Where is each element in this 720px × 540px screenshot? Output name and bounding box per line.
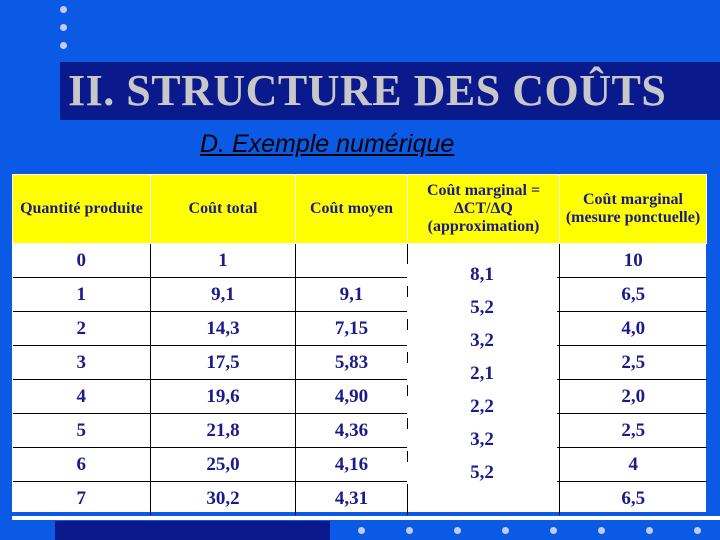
- cell-cout-total: 30,2: [151, 482, 296, 516]
- cell-cout-marginal-ponctuel: 2,5: [560, 346, 707, 380]
- cell-quantite: 7: [76, 487, 86, 509]
- bullet-dot: [598, 527, 605, 534]
- bullet-dot: [550, 527, 557, 534]
- bullet-dot: [694, 527, 701, 534]
- table-row: [13, 244, 707, 278]
- cell-cout-marginal-approx: 5,2: [407, 462, 557, 484]
- bullet-dot: [358, 527, 365, 534]
- header-cout-moyen: Coût moyen: [296, 175, 408, 244]
- cell-quantite: 6: [13, 448, 151, 482]
- subtitle: D. Exemple numérique: [200, 130, 455, 158]
- bullet-dot: [502, 527, 509, 534]
- cell-cout-moyen: 5,83: [296, 346, 408, 380]
- cell-cout-marginal-ponctuel: 10: [560, 244, 707, 278]
- bottom-bar: [55, 521, 330, 540]
- table-row: [13, 346, 707, 380]
- page-title: II. STRUCTURE DES COÛTS: [68, 66, 667, 115]
- cell-cout-marginal-ponctuel: 4,0: [560, 312, 707, 346]
- cell-cout-marginal-approx-blank: [408, 482, 560, 516]
- cell-cout-moyen: 4,36: [296, 414, 408, 448]
- cell-cout-marginal-ponctuel: 6,5: [560, 278, 707, 312]
- cell-cout-total: 1: [151, 244, 296, 278]
- cell-cout-total: 14,3: [151, 312, 296, 346]
- cell-cout-marginal-approx: 2,2: [407, 396, 557, 418]
- cost-table: [12, 174, 706, 512]
- cell-cout-total: 17,5: [151, 346, 296, 380]
- cell-cout-moyen: 7,15: [296, 312, 408, 346]
- bullet-dot: [454, 527, 461, 534]
- cell-cout-moyen: 9,1: [296, 278, 408, 312]
- cell-quantite: 4: [13, 380, 151, 414]
- cell-cout-marginal-approx: 2,1: [407, 363, 557, 385]
- cell-cout-total: 21,8: [151, 414, 296, 448]
- table-row: [13, 312, 707, 346]
- bullet-dot: [406, 527, 413, 534]
- cell-cout-marginal-approx: 3,2: [407, 330, 557, 352]
- table-row: [13, 482, 707, 516]
- cell-cout-moyen: 4,16: [296, 448, 408, 482]
- table-row: [13, 448, 707, 482]
- cell-cout-marginal-approx: 5,2: [407, 297, 557, 319]
- bullet-dot: [646, 527, 653, 534]
- cell-cout-total: 19,6: [151, 380, 296, 414]
- cell-cout-marginal-ponctuel: 4: [560, 448, 707, 482]
- header-cout-marginal-approx: Coût marginal = ∆CT/∆Q (approximation): [408, 175, 560, 244]
- cell-quantite: 1: [13, 278, 151, 312]
- cell-cout-marginal-ponctuel: 2,5: [560, 414, 707, 448]
- table-row: [13, 380, 707, 414]
- header-cout-marginal-ponctuel: Coût marginal (mesure ponctuelle): [560, 175, 707, 244]
- cell-cout-marginal-approx: 3,2: [407, 429, 557, 451]
- cell-cout-total: 9,1: [151, 278, 296, 312]
- cell-quantite: 5: [13, 414, 151, 448]
- cell-cout-marginal-approx: 8,1: [407, 264, 557, 286]
- table-row: [13, 414, 707, 448]
- bottom-divider: [12, 516, 720, 520]
- cell-cout-marginal-ponctuel: 2,0: [560, 380, 707, 414]
- cell-cout-moyen: [296, 244, 408, 278]
- cell-cout-marginal-ponctuel: 6,5: [560, 482, 707, 516]
- table-row: [13, 278, 707, 312]
- cell-quantite: 3: [13, 346, 151, 380]
- cell-cout-moyen: 4,31: [296, 482, 408, 516]
- header-cout-total: Coût total: [151, 175, 296, 244]
- header-quantite: Quantité produite: [13, 175, 151, 244]
- cell-quantite: 0: [13, 244, 151, 278]
- cell-cout-moyen: 4,90: [296, 380, 408, 414]
- cell-quantite: 2: [13, 312, 151, 346]
- cell-cout-total: 25,0: [151, 448, 296, 482]
